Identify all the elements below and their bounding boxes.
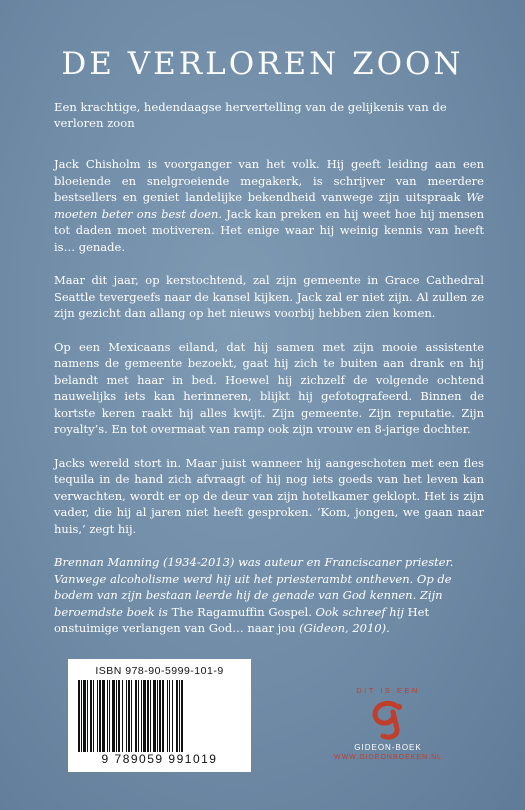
paragraph-1-text-b: Jack kan preken en hij weet hoe hij mensen tot daden moet motiveren. Het enige waar hij weinig kennis van heeft is… genade.	[54, 206, 484, 254]
author-bio-text-b: Ook schreef hij	[311, 604, 408, 619]
publisher-name: GIDEON-BOEK	[354, 743, 422, 752]
paragraph-2: Maar dit jaar, op kerstochtend, zal zijn gemeente in Grace Cathedral Seattle tevergeefs naar de kansel kijken. Jack zal er niet zijn. Al zullen ze zijn gezicht dan allang op het nieuws voorbij hebben zien komen.	[54, 273, 484, 320]
gideon-logo-icon	[366, 699, 410, 741]
book-subtitle: Een krachtige, hedendaagse hervertelling van de gelijkenis van de verloren zoon	[54, 100, 447, 130]
slogan-italic: We moeten beter ons best doen.	[54, 190, 484, 221]
paragraph-1-text-a: Jack Chisholm is voorganger van het volk. Hij geeft leiding aan een bloeiende en snelgroeiende megakerk, is schrijver van meerdere bestsellers en geniet landelijke bekendheid vanwege zijn uitspraak	[54, 157, 484, 204]
publisher-block	[313, 686, 463, 761]
author-bio-text-a: Brennan Manning (1934-2013) was auteur en Franciscaner priester. Vanwege alcoholisme werd hij uit het priesterambt ontheven. Op de bodem van zijn bestaan leerde hij de genade van God kennen. Zijn beroemdste boek is	[54, 555, 454, 619]
barcode-panel	[68, 659, 251, 772]
barcode-digits: 9 789059 991019	[101, 752, 218, 766]
author-bio	[54, 554, 484, 637]
barcode-icon	[76, 680, 243, 752]
book-title: DE VERLOREN ZOON	[61, 46, 464, 82]
publisher-url: WWW.GIDEONBOEKEN.NL	[333, 754, 443, 761]
paragraph-4: Jacks wereld stort in. Maar juist wanneer hij aangeschoten met een fles tequila in de hand zich afvraagt of hij nog iets goeds van het leven kan verwachten, wordt er op de deur van zijn hotelkamer geklopt. Het is zijn vader, die hij al jaren niet heeft gesproken. ‘Kom, jongen, we gaan naar huis,’ zegt hij.	[54, 455, 484, 536]
author-bio-text-c: (Gideon, 2010).	[295, 621, 390, 635]
book-title-verlangen: Het onstuimige verlangen van God… naar jou	[54, 604, 430, 635]
paragraph-1	[54, 156, 484, 255]
book-title-ragamuffin: The Ragamuffin Gospel.	[171, 604, 312, 619]
publisher-tagline: DIT IS EEN	[356, 686, 420, 695]
isbn-label: ISBN 978-90-5999-101-9	[95, 665, 224, 677]
back-cover-text	[54, 156, 484, 654]
paragraph-3: Op een Mexicaans eiland, dat hij samen met zijn mooie assistente namens de gemeente bezoekt, gaat hij zich te buiten aan drank en hij belandt met haar in bed. Hoewel hij zichzelf de volgende ochtend nauwelijks iets kan herinneren, blijkt hij gefotografeerd. Binnen de kortste keren raakt hij alles kwijt. Zijn gemeente. Zijn reputatie. Zijn royalty’s. En tot overmaat van ramp ook zijn vrouw en 8-jarige dochter.	[54, 339, 484, 436]
